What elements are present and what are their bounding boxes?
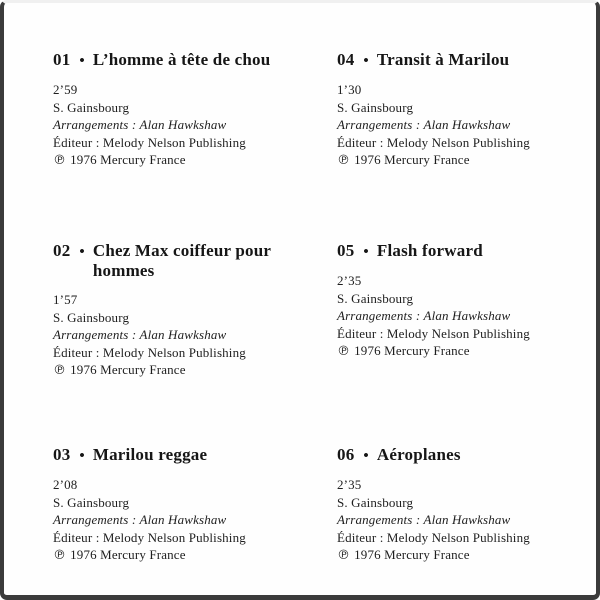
publisher-credit: Éditeur : Melody Nelson Publishing [337,134,530,150]
track-title [337,50,565,71]
phonogram-text: 1976 Mercury France [354,152,470,168]
track-number: 02 [53,241,71,260]
track-title [337,241,565,262]
track-title [53,241,337,281]
composer-credit: S. Gainsbourg [337,494,414,510]
phonogram-symbol-icon: ℗ [53,153,67,169]
track-number: 06 [337,445,355,464]
track-entry-05 [337,241,565,445]
bullet-icon: • [79,244,85,260]
arrangement-credit: Arrangements : Alan Hawkshaw [337,308,511,324]
bullet-icon: • [79,53,85,69]
track-name: Flash forward [376,241,483,260]
bullet-icon: • [363,448,369,464]
arrangement-credit: Arrangements : Alan Hawkshaw [53,512,227,528]
track-entry-01 [53,50,337,241]
phonogram-text: 1976 Mercury France [70,547,186,563]
phonogram-text: 1976 Mercury France [354,547,470,563]
publisher-credit: Éditeur : Melody Nelson Publishing [337,529,530,545]
track-entry-04 [337,50,565,241]
track-duration: 2’35 [337,273,362,288]
track-entry-03 [53,445,337,565]
phonogram-symbol-icon: ℗ [337,548,351,564]
phonogram-credit [337,151,565,170]
track-number: 04 [337,50,355,69]
track-title [53,445,337,466]
publisher-credit: Éditeur : Melody Nelson Publishing [53,344,246,360]
track-title [53,50,337,71]
bullet-icon: • [363,53,369,69]
track-name: Aéroplanes [376,445,461,464]
track-duration: 2’59 [53,82,78,97]
track-duration: 2’35 [337,477,362,492]
phonogram-symbol-icon: ℗ [337,344,351,360]
track-number: 03 [53,445,71,464]
phonogram-symbol-icon: ℗ [53,548,67,564]
publisher-credit: Éditeur : Melody Nelson Publishing [53,529,246,545]
composer-credit: S. Gainsbourg [337,99,414,115]
track-entry-02 [53,241,337,445]
publisher-credit: Éditeur : Melody Nelson Publishing [337,325,530,341]
arrangement-credit: Arrangements : Alan Hawkshaw [53,327,227,343]
composer-credit: S. Gainsbourg [53,494,130,510]
phonogram-credit [53,546,337,565]
publisher-credit: Éditeur : Melody Nelson Publishing [53,134,246,150]
arrangement-credit: Arrangements : Alan Hawkshaw [337,512,511,528]
track-name: Chez Max coiffeur pour hommes [92,241,271,280]
composer-credit: S. Gainsbourg [53,99,130,115]
phonogram-credit [53,151,337,170]
arrangement-credit: Arrangements : Alan Hawkshaw [337,117,511,133]
track-name: Marilou reggae [92,445,208,464]
phonogram-text: 1976 Mercury France [70,152,186,168]
phonogram-credit [337,342,565,361]
track-duration: 1’57 [53,292,78,307]
phonogram-credit [53,361,337,380]
track-number: 01 [53,50,71,69]
track-name: L’homme à tête de chou [92,50,271,69]
track-list [53,50,565,565]
bullet-icon: • [79,448,85,464]
phonogram-credit [337,546,565,565]
composer-credit: S. Gainsbourg [337,290,414,306]
track-title [337,445,565,466]
arrangement-credit: Arrangements : Alan Hawkshaw [53,117,227,133]
track-entry-06 [337,445,565,565]
track-duration: 2’08 [53,477,78,492]
composer-credit: S. Gainsbourg [53,309,130,325]
track-name: Transit à Marilou [376,50,510,69]
phonogram-text: 1976 Mercury France [70,362,186,378]
phonogram-text: 1976 Mercury France [354,343,470,359]
phonogram-symbol-icon: ℗ [337,153,351,169]
track-duration: 1’30 [337,82,362,97]
phonogram-symbol-icon: ℗ [53,363,67,379]
track-number: 05 [337,241,355,260]
bullet-icon: • [363,244,369,260]
